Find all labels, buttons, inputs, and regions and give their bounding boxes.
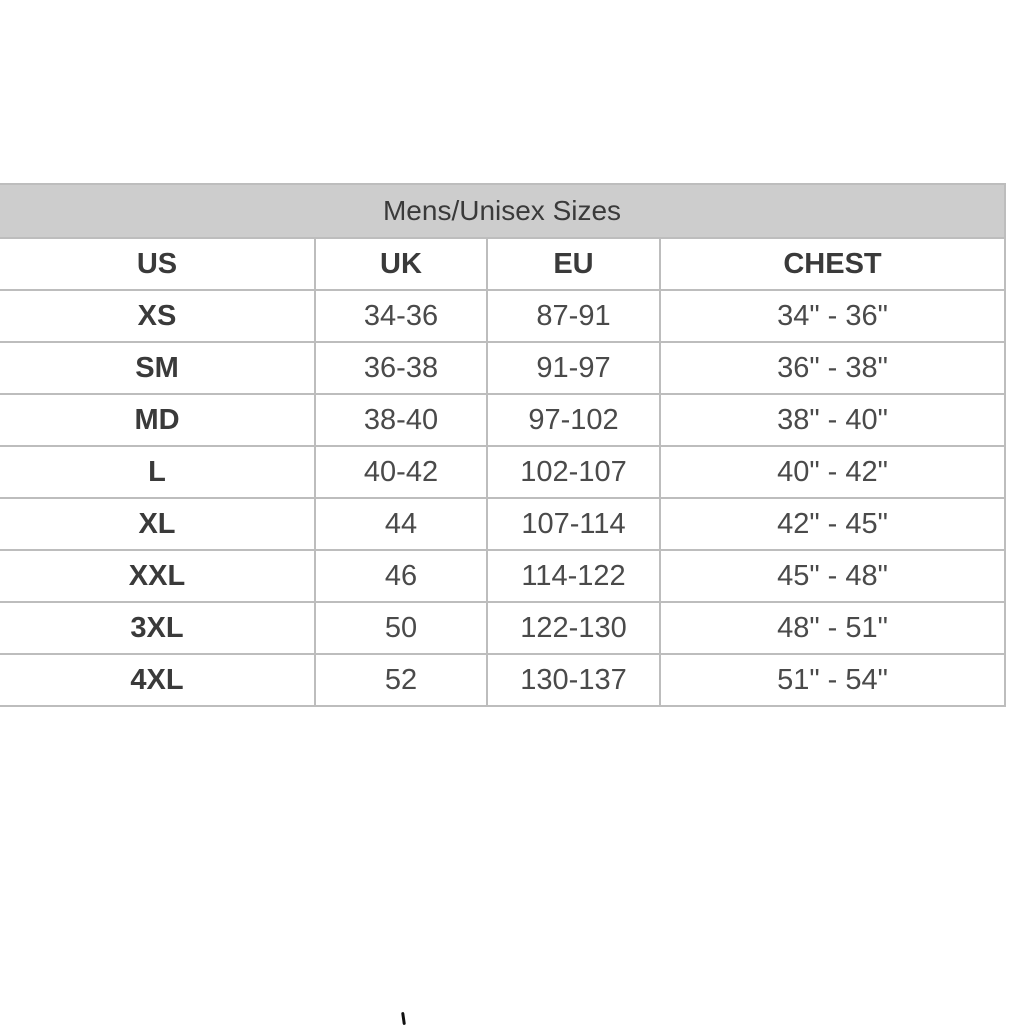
uk-size-cell: 44: [315, 498, 487, 550]
uk-size-cell: 46: [315, 550, 487, 602]
chest-size-cell: 36" - 38": [660, 342, 1005, 394]
column-header-eu: EU: [487, 238, 660, 290]
caption-row: [0, 184, 1005, 238]
us-size-cell: XS: [0, 290, 315, 342]
column-header-chest: CHEST: [660, 238, 1005, 290]
eu-size-cell: 102-107: [487, 446, 660, 498]
chest-size-cell: 51" - 54": [660, 654, 1005, 706]
chest-size-cell: 38" - 40": [660, 394, 1005, 446]
us-size-cell: 4XL: [0, 654, 315, 706]
column-header-us: US: [0, 238, 315, 290]
us-size-cell: XL: [0, 498, 315, 550]
eu-size-cell: 130-137: [487, 654, 660, 706]
us-size-cell: MD: [0, 394, 315, 446]
uk-size-cell: 40-42: [315, 446, 487, 498]
us-size-cell: SM: [0, 342, 315, 394]
eu-size-cell: 97-102: [487, 394, 660, 446]
header-row: [0, 238, 1005, 290]
eu-size-cell: 91-97: [487, 342, 660, 394]
size-chart-table: [0, 183, 1006, 707]
eu-size-cell: 122-130: [487, 602, 660, 654]
table-row: [0, 446, 1005, 498]
table-row: [0, 602, 1005, 654]
table-row: [0, 550, 1005, 602]
chest-size-cell: 45" - 48": [660, 550, 1005, 602]
us-size-cell: XXL: [0, 550, 315, 602]
eu-size-cell: 107-114: [487, 498, 660, 550]
table-caption: Mens/Unisex Sizes: [0, 184, 1005, 238]
uk-size-cell: 50: [315, 602, 487, 654]
uk-size-cell: 34-36: [315, 290, 487, 342]
table-row: [0, 498, 1005, 550]
us-size-cell: L: [0, 446, 315, 498]
chest-size-cell: 40" - 42": [660, 446, 1005, 498]
eu-size-cell: 87-91: [487, 290, 660, 342]
uk-size-cell: 52: [315, 654, 487, 706]
column-header-uk: UK: [315, 238, 487, 290]
pen-mark: [401, 1012, 406, 1025]
table-row: [0, 654, 1005, 706]
table-row: [0, 394, 1005, 446]
us-size-cell: 3XL: [0, 602, 315, 654]
table-row: [0, 290, 1005, 342]
chest-size-cell: 48" - 51": [660, 602, 1005, 654]
table-row: [0, 342, 1005, 394]
chest-size-cell: 42" - 45": [660, 498, 1005, 550]
eu-size-cell: 114-122: [487, 550, 660, 602]
uk-size-cell: 38-40: [315, 394, 487, 446]
uk-size-cell: 36-38: [315, 342, 487, 394]
chest-size-cell: 34" - 36": [660, 290, 1005, 342]
